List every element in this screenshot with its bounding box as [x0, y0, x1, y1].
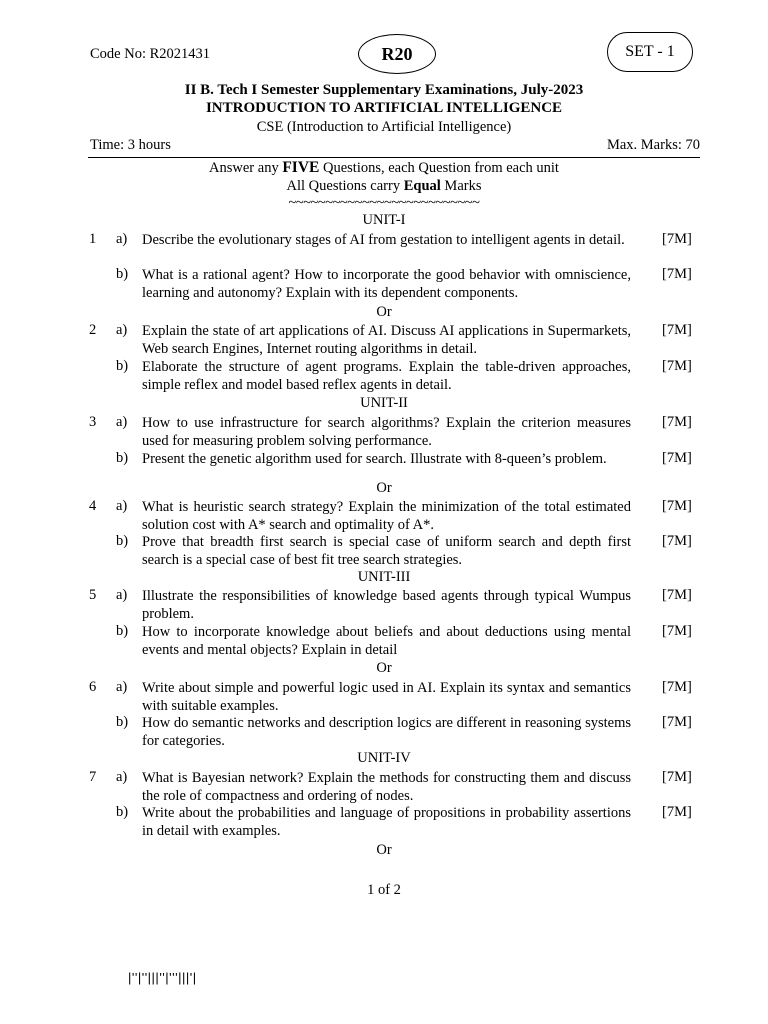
unit-heading: UNIT-IV — [357, 750, 411, 766]
question-text: How to use infrastructure for search algorithms? Explain the criterion measures used for measuring problem solving performance. — [142, 415, 631, 449]
question-marks: [7M] — [662, 587, 692, 603]
sub-label: b) — [116, 358, 129, 374]
question-number: 1 — [89, 231, 97, 247]
exam-title: II B. Tech I Semester Supplementary Examinations, July-2023 — [184, 82, 584, 98]
sub-label: b) — [116, 623, 129, 639]
question-marks: [7M] — [662, 414, 692, 430]
subject-title: INTRODUCTION TO ARTIFICIAL INTELLIGENCE — [205, 100, 563, 116]
question-number: 2 — [89, 322, 97, 338]
sub-label: b) — [116, 804, 129, 820]
unit-heading: UNIT-III — [357, 569, 411, 585]
sub-label: a) — [116, 587, 128, 603]
instruction-line-1: Answer any FIVE Questions, each Question from each unit — [209, 159, 559, 176]
sub-label: a) — [116, 498, 128, 514]
question-marks: [7M] — [662, 533, 692, 549]
sub-label: a) — [116, 231, 128, 247]
question-number: 3 — [89, 414, 97, 430]
question-marks: [7M] — [662, 769, 692, 785]
header-divider — [88, 157, 700, 158]
question-number: 5 — [89, 587, 97, 603]
question-marks: [7M] — [662, 714, 692, 730]
question-text: Illustrate the responsibilities of knowledge based agents through typical Wumpus problem. — [142, 588, 631, 622]
question-text: Prove that breadth first search is special case of uniform search and depth first search is a special case of best fit tree search strategies. — [142, 534, 631, 568]
unit-heading: UNIT-II — [360, 395, 408, 411]
question-text: How to incorporate knowledge about beliefs and about deductions using mental events and mental objects? Explain in detail — [142, 624, 631, 658]
question-marks: [7M] — [662, 498, 692, 514]
sub-label: b) — [116, 450, 129, 466]
question-text: How do semantic networks and description logics are different in reasoning systems for categories. — [142, 715, 631, 749]
question-marks: [7M] — [662, 231, 692, 247]
sub-label: a) — [116, 769, 128, 785]
instruction-separator: ~~~~~~~~~~~~~~~~~~~~~~~~~~ — [288, 195, 480, 211]
question-text: Write about the probabilities and language of propositions in probability assertions in detail with examples. — [142, 805, 631, 839]
sub-label: a) — [116, 322, 128, 338]
code-number: Code No: R2021431 — [90, 46, 211, 62]
question-text: Describe the evolutionary stages of AI from gestation to intelligent agents in detail. — [142, 232, 625, 248]
regulation-badge — [358, 34, 436, 74]
set-label: SET - 1 — [625, 43, 675, 60]
question-text: What is a rational agent? How to incorporate the good behavior with omniscience, learning and autonomy? Explain with its dependent components. — [142, 267, 631, 301]
question-number: 6 — [89, 679, 97, 695]
set-badge — [607, 32, 693, 72]
question-text: What is heuristic search strategy? Explain the minimization of the total estimated solution cost with A* search and optimality of A*. — [142, 499, 631, 533]
or-separator: Or — [376, 660, 392, 676]
question-text: Elaborate the structure of agent programs. Explain the table-driven approaches, simple reflex and model based reflex agents in detail. — [142, 359, 631, 393]
sub-label: a) — [116, 679, 128, 695]
question-marks: [7M] — [662, 266, 692, 282]
question-text: Present the genetic algorithm used for search. Illustrate with 8-queen’s problem. — [142, 451, 607, 467]
regulation-label: R20 — [381, 43, 413, 64]
question-text: Explain the state of art applications of AI. Discuss AI applications in Supermarkets, Web search Engines, Internet routing algorithms in detail. — [142, 323, 631, 357]
question-text: What is Bayesian network? Explain the methods for constructing them and discuss the role of compactness and ordering of nodes. — [142, 770, 631, 804]
question-marks: [7M] — [662, 358, 692, 374]
question-marks: [7M] — [662, 804, 692, 820]
question-number: 4 — [89, 498, 97, 514]
question-marks: [7M] — [662, 450, 692, 466]
sub-label: b) — [116, 714, 129, 730]
sub-label: b) — [116, 533, 129, 549]
sub-label: a) — [116, 414, 128, 430]
or-separator: Or — [376, 304, 392, 320]
or-separator: Or — [376, 842, 392, 858]
branch-subtitle: CSE (Introduction to Artificial Intelligence) — [256, 119, 512, 135]
question-marks: [7M] — [662, 322, 692, 338]
barcode-text: |''|''|||''|'''|||'| — [128, 970, 197, 985]
question-marks: [7M] — [662, 623, 692, 639]
max-marks: Max. Marks: 70 — [606, 137, 700, 153]
instruction-line-2: All Questions carry Equal Marks — [286, 178, 482, 194]
question-number: 7 — [89, 769, 97, 785]
page-number: 1 of 2 — [367, 882, 401, 898]
sub-label: b) — [116, 266, 129, 282]
unit-heading: UNIT-I — [362, 212, 406, 228]
question-marks: [7M] — [662, 679, 692, 695]
question-text: Write about simple and powerful logic used in AI. Explain its syntax and semantics with suitable examples. — [142, 680, 631, 714]
exam-duration: Time: 3 hours — [90, 137, 171, 153]
or-separator: Or — [376, 480, 392, 496]
